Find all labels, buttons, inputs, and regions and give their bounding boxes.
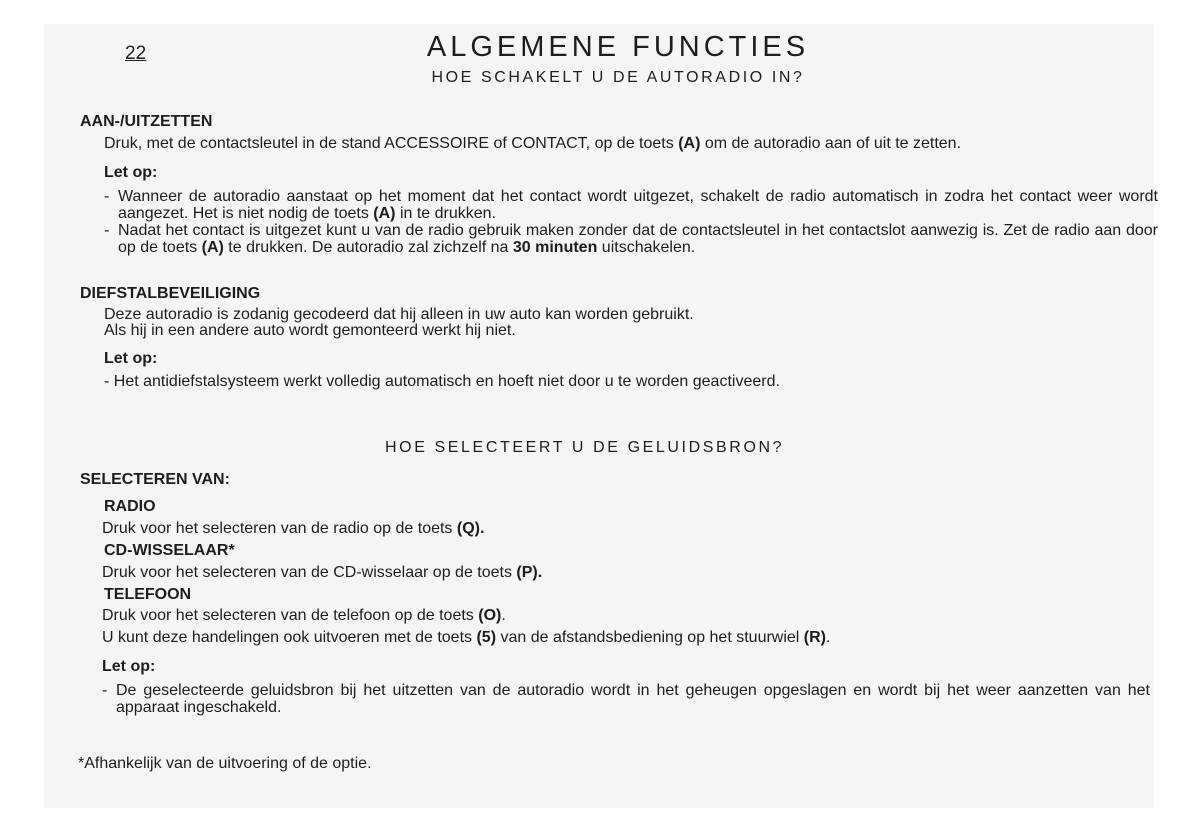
label-radio: RADIO (104, 498, 156, 515)
note-label-2: Let op: (104, 350, 158, 367)
page-number: 22 (125, 43, 147, 64)
heading-selecteren: SELECTEREN VAN: (80, 471, 230, 488)
diefstal-line-2: Als hij in een andere auto wordt gemonteerd werkt hij niet. (104, 322, 516, 339)
page-title: ALGEMENE FUNCTIES (426, 31, 810, 63)
heading-diefstal: DIEFSTALBEVEILIGING (80, 285, 261, 302)
label-cd: CD-WISSELAAR* (104, 542, 235, 559)
telefoon-text: Druk voor het selecteren van de telefoon op de toets (O). (102, 607, 506, 624)
section-title-source: HOE SELECTEERT U DE GELUIDSBRON? (385, 439, 785, 456)
label-telefoon: TELEFOON (104, 586, 192, 603)
section-title-switch-on: HOE SCHAKELT U DE AUTORADIO IN? (431, 69, 805, 86)
heading-aan-uit: AAN-/UITZETTEN (80, 113, 213, 130)
paragraph-aan-uit: Druk, met de contactsleutel in de stand ACCESSOIRE of CONTACT, op de toets (A) om de autoradio aan of uit te zetten. (104, 135, 962, 152)
footnote: *Afhankelijk van de uitvoering of de optie. (78, 755, 372, 772)
telefoon-remote-text: U kunt deze handelingen ook uitvoeren met de toets (5) van de afstandsbediening op het stuurwiel (R). (102, 629, 831, 646)
cd-text: Druk voor het selecteren van de CD-wisselaar op de toets (P). (102, 564, 543, 581)
note-bullet-3: - Het antidiefstalsysteem werkt volledig automatisch en hoeft niet door u te worden geactiveerd. (104, 373, 780, 390)
note-label-1: Let op: (104, 164, 158, 181)
note-label-3: Let op: (102, 658, 156, 675)
diefstal-line-1: Deze autoradio is zodanig gecodeerd dat hij alleen in uw auto kan worden gebruikt. (104, 306, 694, 323)
radio-text: Druk voor het selecteren van de radio op de toets (Q). (102, 520, 485, 537)
key-a: (A) (678, 135, 701, 152)
